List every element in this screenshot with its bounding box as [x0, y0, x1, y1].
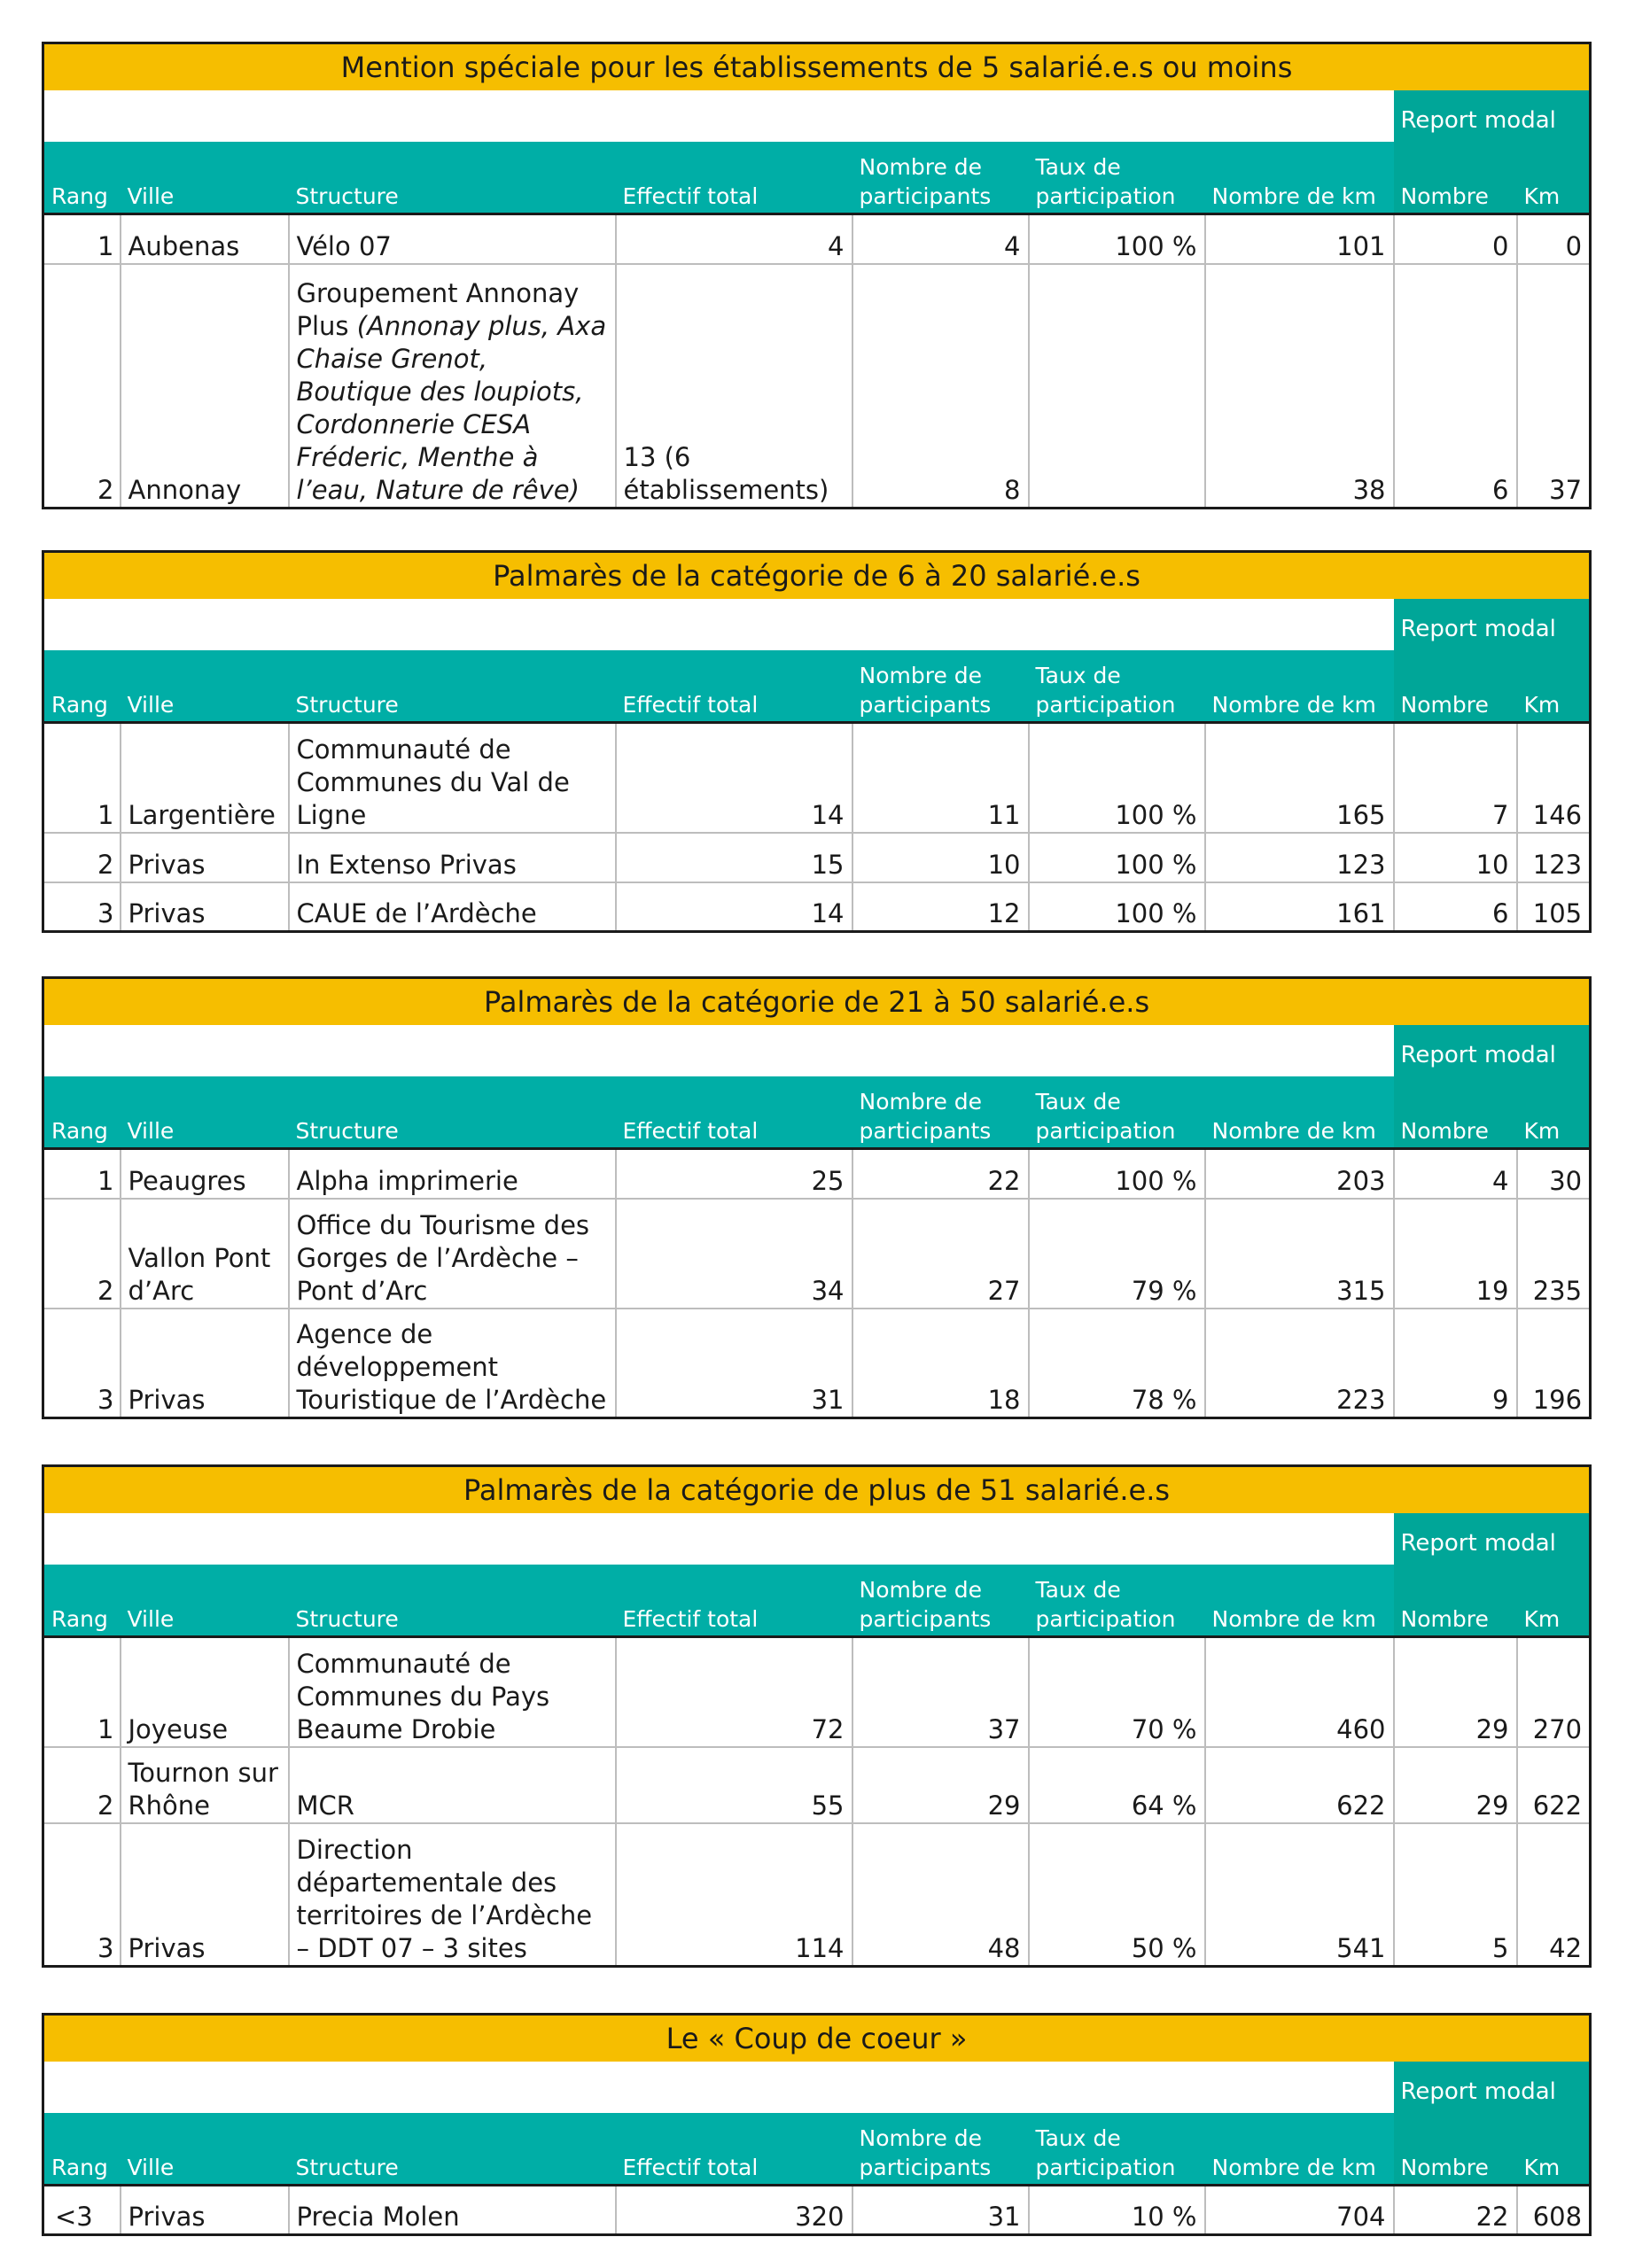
structure-cell	[289, 214, 616, 264]
header-group-row	[43, 2062, 1591, 2113]
table-title-row	[43, 2015, 1591, 2062]
table-row	[43, 264, 1591, 509]
column-header-report-km: Km	[1517, 1076, 1591, 1149]
ranking-table	[42, 2013, 1592, 2236]
column-header-rang: Rang	[43, 142, 121, 214]
participation-rate-cell: 100 %	[1029, 1149, 1205, 1199]
report-modal-header: Report modal	[1394, 90, 1591, 142]
modal-shift-km-cell: 30	[1517, 1149, 1591, 1199]
city-cell: Privas	[121, 882, 289, 932]
modal-shift-count-cell: 7	[1394, 723, 1517, 833]
table-title-row	[43, 43, 1591, 91]
km-cell: 460	[1205, 1637, 1394, 1747]
participation-rate-cell: 100 %	[1029, 723, 1205, 833]
participation-rate-cell: 70 %	[1029, 1637, 1205, 1747]
km-cell: 165	[1205, 723, 1394, 833]
modal-shift-km-cell: 123	[1517, 833, 1591, 882]
column-header-taux: Taux de participation	[1029, 1076, 1205, 1149]
structure-cell	[289, 882, 616, 932]
headcount-cell: 14	[616, 882, 852, 932]
column-header-km: Nombre de km	[1205, 1076, 1394, 1149]
km-cell: 315	[1205, 1199, 1394, 1309]
column-header-effectif: Effectif total	[616, 1565, 852, 1637]
headcount-cell: 55	[616, 1747, 852, 1823]
ranking-table	[42, 1464, 1592, 1968]
report-modal-header: Report modal	[1394, 1513, 1591, 1565]
structure-name: Direction départementale des territoires de l’Ardèche – DDT 07 – 3 sites	[296, 1835, 593, 1963]
column-header-participants: Nombre de participants	[852, 2113, 1029, 2186]
table-row	[43, 1149, 1591, 1199]
report-modal-header: Report modal	[1394, 2062, 1591, 2113]
column-header-report-nombre: Nombre	[1394, 1565, 1517, 1637]
column-header-km: Nombre de km	[1205, 1565, 1394, 1637]
participants-cell: 4	[852, 214, 1029, 264]
rank-cell: 1	[43, 214, 121, 264]
column-header-row	[43, 1076, 1591, 1149]
column-header-km: Nombre de km	[1205, 2113, 1394, 2186]
column-header-participants: Nombre de participants	[852, 650, 1029, 723]
km-cell: 704	[1205, 2186, 1394, 2235]
modal-shift-km-cell: 105	[1517, 882, 1591, 932]
modal-shift-count-cell: 22	[1394, 2186, 1517, 2235]
ranking-table	[42, 42, 1592, 509]
modal-shift-count-cell: 10	[1394, 833, 1517, 882]
structure-members: (Annonay plus, Axa Chaise Grenot, Boutique des loupiots, Cordonnerie CESA Fréderic, Menthe à l’eau, Nature de rêve)	[296, 311, 607, 505]
ranking-table	[42, 550, 1592, 933]
rank-cell: 2	[43, 1747, 121, 1823]
headcount-cell: 13 (6 établissements)	[616, 264, 852, 509]
km-cell: 541	[1205, 1823, 1394, 1967]
participation-rate-cell: 79 %	[1029, 1199, 1205, 1309]
header-group-row	[43, 599, 1591, 650]
column-header-structure: Structure	[289, 1076, 616, 1149]
structure-name: Communauté de Communes du Pays Beaume Drobie	[296, 1648, 550, 1744]
headcount-cell: 72	[616, 1637, 852, 1747]
column-header-participants: Nombre de participants	[852, 142, 1029, 214]
table-title: Palmarès de la catégorie de plus de 51 salarié.e.s	[43, 1466, 1591, 1514]
structure-cell	[289, 723, 616, 833]
table-title: Palmarès de la catégorie de 21 à 50 salarié.e.s	[43, 978, 1591, 1026]
structure-name: Precia Molen	[296, 2202, 460, 2232]
structure-name: Vélo 07	[296, 230, 392, 261]
km-cell: 38	[1205, 264, 1394, 509]
rank-cell: 1	[43, 1637, 121, 1747]
table-title-row	[43, 552, 1591, 600]
participation-rate-cell: 50 %	[1029, 1823, 1205, 1967]
city-cell: Peaugres	[121, 1149, 289, 1199]
column-header-rang: Rang	[43, 1565, 121, 1637]
modal-shift-count-cell: 5	[1394, 1823, 1517, 1967]
modal-shift-km-cell: 270	[1517, 1637, 1591, 1747]
modal-shift-count-cell: 9	[1394, 1309, 1517, 1418]
participants-cell: 48	[852, 1823, 1029, 1967]
participants-cell: 37	[852, 1637, 1029, 1747]
table-title: Mention spéciale pour les établissements de 5 salarié.e.s ou moins	[43, 43, 1591, 91]
column-header-rang: Rang	[43, 650, 121, 723]
table-title: Le « Coup de coeur »	[43, 2015, 1591, 2062]
column-header-report-nombre: Nombre	[1394, 142, 1517, 214]
headcount-cell: 31	[616, 1309, 852, 1418]
headcount-cell: 114	[616, 1823, 852, 1967]
modal-shift-km-cell: 235	[1517, 1199, 1591, 1309]
ranking-table	[42, 976, 1592, 1419]
column-header-report-km: Km	[1517, 142, 1591, 214]
city-cell: Vallon Pont d’Arc	[121, 1199, 289, 1309]
headcount-cell: 320	[616, 2186, 852, 2235]
structure-cell	[289, 833, 616, 882]
km-cell: 223	[1205, 1309, 1394, 1418]
column-header-rang: Rang	[43, 2113, 121, 2186]
modal-shift-count-cell: 29	[1394, 1637, 1517, 1747]
km-cell: 161	[1205, 882, 1394, 932]
column-header-row	[43, 1565, 1591, 1637]
column-header-taux: Taux de participation	[1029, 142, 1205, 214]
column-header-effectif: Effectif total	[616, 1076, 852, 1149]
participation-rate-cell: 100 %	[1029, 882, 1205, 932]
column-header-structure: Structure	[289, 142, 616, 214]
column-header-taux: Taux de participation	[1029, 1565, 1205, 1637]
column-header-report-nombre: Nombre	[1394, 2113, 1517, 2186]
column-header-ville: Ville	[121, 2113, 289, 2186]
table-row	[43, 882, 1591, 932]
participants-cell: 18	[852, 1309, 1029, 1418]
city-cell: Joyeuse	[121, 1637, 289, 1747]
city-cell: Largentière	[121, 723, 289, 833]
column-header-ville: Ville	[121, 1076, 289, 1149]
city-cell: Annonay	[121, 264, 289, 509]
city-cell: Tournon sur Rhône	[121, 1747, 289, 1823]
modal-shift-count-cell: 29	[1394, 1747, 1517, 1823]
structure-name: CAUE de l’Ardèche	[296, 898, 537, 928]
modal-shift-count-cell: 19	[1394, 1199, 1517, 1309]
table-row	[43, 1199, 1591, 1309]
participants-cell: 31	[852, 2186, 1029, 2235]
column-header-effectif: Effectif total	[616, 142, 852, 214]
table-row	[43, 2186, 1591, 2235]
column-header-ville: Ville	[121, 142, 289, 214]
structure-name: Communauté de Communes du Val de Ligne	[296, 734, 570, 830]
table-row	[43, 214, 1591, 264]
table-title: Palmarès de la catégorie de 6 à 20 salarié.e.s	[43, 552, 1591, 600]
header-spacer	[43, 1513, 1394, 1565]
headcount-cell: 14	[616, 723, 852, 833]
rank-cell: 2	[43, 1199, 121, 1309]
participants-cell: 29	[852, 1747, 1029, 1823]
headcount-cell: 34	[616, 1199, 852, 1309]
column-header-report-km: Km	[1517, 1565, 1591, 1637]
header-spacer	[43, 90, 1394, 142]
column-header-effectif: Effectif total	[616, 650, 852, 723]
rank-cell: 2	[43, 833, 121, 882]
column-header-taux: Taux de participation	[1029, 2113, 1205, 2186]
city-cell: Privas	[121, 833, 289, 882]
modal-shift-km-cell: 42	[1517, 1823, 1591, 1967]
structure-name: MCR	[296, 1790, 354, 1821]
structure-cell	[289, 1823, 616, 1967]
modal-shift-count-cell: 6	[1394, 882, 1517, 932]
rank-cell: <3	[43, 2186, 121, 2235]
structure-cell	[289, 1309, 616, 1418]
city-cell: Privas	[121, 2186, 289, 2235]
report-modal-header: Report modal	[1394, 1025, 1591, 1076]
column-header-row	[43, 142, 1591, 214]
column-header-row	[43, 2113, 1591, 2186]
structure-name: In Extenso Privas	[296, 849, 517, 880]
rank-cell: 3	[43, 882, 121, 932]
structure-cell	[289, 1747, 616, 1823]
column-header-report-nombre: Nombre	[1394, 1076, 1517, 1149]
structure-name: Office du Tourisme des Gorges de l’Ardèche – Pont d’Arc	[296, 1209, 590, 1306]
participants-cell: 10	[852, 833, 1029, 882]
column-header-structure: Structure	[289, 1565, 616, 1637]
participation-rate-cell: 10 %	[1029, 2186, 1205, 2235]
table-row	[43, 1637, 1591, 1747]
modal-shift-count-cell: 6	[1394, 264, 1517, 509]
km-cell: 123	[1205, 833, 1394, 882]
structure-name: Groupement Annonay Plus	[296, 278, 580, 341]
structure-cell	[289, 1149, 616, 1199]
km-cell: 101	[1205, 214, 1394, 264]
structure-name: Alpha imprimerie	[296, 1165, 518, 1196]
structure-cell	[289, 264, 616, 509]
table-row	[43, 833, 1591, 882]
structure-name: Agence de développement Touristique de l’Ardèche	[296, 1319, 607, 1415]
participation-rate-cell: 64 %	[1029, 1747, 1205, 1823]
column-header-ville: Ville	[121, 1565, 289, 1637]
column-header-taux: Taux de participation	[1029, 650, 1205, 723]
modal-shift-km-cell: 146	[1517, 723, 1591, 833]
rank-cell: 2	[43, 264, 121, 509]
headcount-cell: 4	[616, 214, 852, 264]
participants-cell: 8	[852, 264, 1029, 509]
city-cell: Privas	[121, 1823, 289, 1967]
participants-cell: 11	[852, 723, 1029, 833]
km-cell: 622	[1205, 1747, 1394, 1823]
rank-cell: 3	[43, 1823, 121, 1967]
table-row	[43, 723, 1591, 833]
column-header-ville: Ville	[121, 650, 289, 723]
header-spacer	[43, 599, 1394, 650]
table-row	[43, 1747, 1591, 1823]
modal-shift-km-cell: 196	[1517, 1309, 1591, 1418]
column-header-km: Nombre de km	[1205, 650, 1394, 723]
column-header-structure: Structure	[289, 650, 616, 723]
column-header-effectif: Effectif total	[616, 2113, 852, 2186]
rank-cell: 1	[43, 1149, 121, 1199]
structure-cell	[289, 2186, 616, 2235]
header-spacer	[43, 2062, 1394, 2113]
modal-shift-count-cell: 4	[1394, 1149, 1517, 1199]
header-spacer	[43, 1025, 1394, 1076]
column-header-participants: Nombre de participants	[852, 1076, 1029, 1149]
participation-rate-cell: 100 %	[1029, 833, 1205, 882]
modal-shift-km-cell: 622	[1517, 1747, 1591, 1823]
rank-cell: 3	[43, 1309, 121, 1418]
table-row	[43, 1309, 1591, 1418]
table-title-row	[43, 1466, 1591, 1514]
structure-cell	[289, 1637, 616, 1747]
column-header-km: Nombre de km	[1205, 142, 1394, 214]
table-row	[43, 1823, 1591, 1967]
participation-rate-cell: 78 %	[1029, 1309, 1205, 1418]
headcount-cell: 15	[616, 833, 852, 882]
column-header-row	[43, 650, 1591, 723]
participants-cell: 12	[852, 882, 1029, 932]
city-cell: Privas	[121, 1309, 289, 1418]
participants-cell: 27	[852, 1199, 1029, 1309]
table-title-row	[43, 978, 1591, 1026]
participants-cell: 22	[852, 1149, 1029, 1199]
modal-shift-count-cell: 0	[1394, 214, 1517, 264]
modal-shift-km-cell: 0	[1517, 214, 1591, 264]
report-modal-header: Report modal	[1394, 599, 1591, 650]
column-header-structure: Structure	[289, 2113, 616, 2186]
modal-shift-km-cell: 37	[1517, 264, 1591, 509]
header-group-row	[43, 1025, 1591, 1076]
city-cell: Aubenas	[121, 214, 289, 264]
structure-cell	[289, 1199, 616, 1309]
header-group-row	[43, 1513, 1591, 1565]
header-group-row	[43, 90, 1591, 142]
rank-cell: 1	[43, 723, 121, 833]
participation-rate-cell: 100 %	[1029, 214, 1205, 264]
headcount-cell: 25	[616, 1149, 852, 1199]
column-header-participants: Nombre de participants	[852, 1565, 1029, 1637]
km-cell: 203	[1205, 1149, 1394, 1199]
column-header-report-km: Km	[1517, 2113, 1591, 2186]
participation-rate-cell	[1029, 264, 1205, 509]
column-header-rang: Rang	[43, 1076, 121, 1149]
column-header-report-km: Km	[1517, 650, 1591, 723]
modal-shift-km-cell: 608	[1517, 2186, 1591, 2235]
column-header-report-nombre: Nombre	[1394, 650, 1517, 723]
